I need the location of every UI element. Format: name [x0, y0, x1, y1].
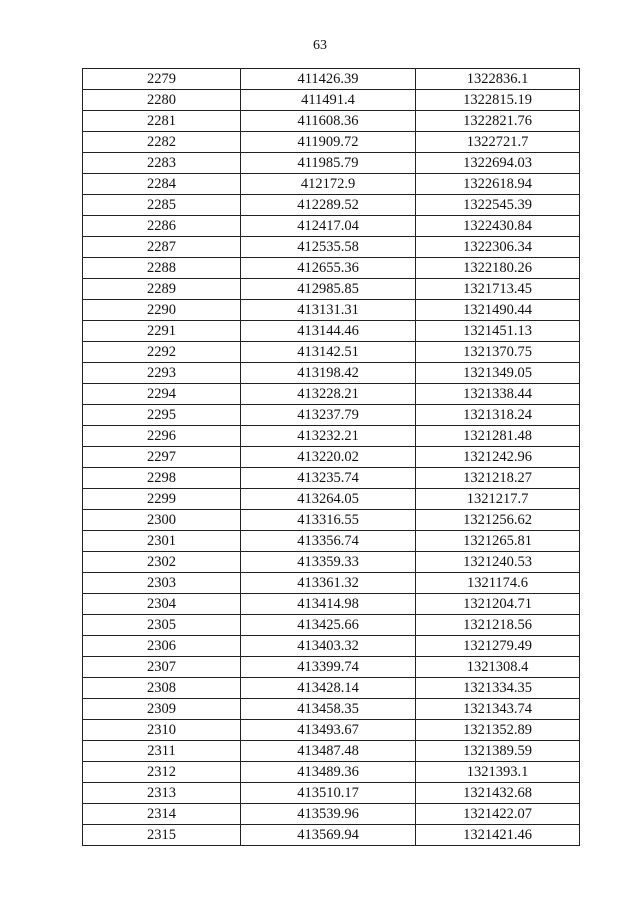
y-coordinate-cell: 1321279.49: [416, 636, 580, 657]
y-coordinate-cell: 1322815.19: [416, 90, 580, 111]
point-number-cell: 2279: [83, 69, 241, 90]
table-row: [83, 699, 580, 720]
point-number-cell: 2312: [83, 762, 241, 783]
point-number-cell: 2286: [83, 216, 241, 237]
y-coordinate-cell: 1321218.56: [416, 615, 580, 636]
y-coordinate-cell: 1322836.1: [416, 69, 580, 90]
y-coordinate-cell: 1321343.74: [416, 699, 580, 720]
table-row: [83, 657, 580, 678]
y-coordinate-cell: 1321421.46: [416, 825, 580, 846]
x-coordinate-cell: 411491.4: [241, 90, 416, 111]
table-row: [83, 216, 580, 237]
x-coordinate-cell: 413235.74: [241, 468, 416, 489]
x-coordinate-cell: 413359.33: [241, 552, 416, 573]
y-coordinate-cell: 1321204.71: [416, 594, 580, 615]
point-number-cell: 2303: [83, 573, 241, 594]
x-coordinate-cell: 413228.21: [241, 384, 416, 405]
y-coordinate-cell: 1322721.7: [416, 132, 580, 153]
y-coordinate-cell: 1321432.68: [416, 783, 580, 804]
y-coordinate-cell: 1322430.84: [416, 216, 580, 237]
y-coordinate-cell: 1321308.4: [416, 657, 580, 678]
y-coordinate-cell: 1321265.81: [416, 531, 580, 552]
y-coordinate-cell: 1322306.34: [416, 237, 580, 258]
y-coordinate-cell: 1321240.53: [416, 552, 580, 573]
table-row: [83, 510, 580, 531]
point-number-cell: 2305: [83, 615, 241, 636]
table-row: [83, 111, 580, 132]
point-number-cell: 2308: [83, 678, 241, 699]
x-coordinate-cell: 413403.32: [241, 636, 416, 657]
y-coordinate-cell: 1322545.39: [416, 195, 580, 216]
table-row: [83, 762, 580, 783]
point-number-cell: 2287: [83, 237, 241, 258]
table-body: [83, 69, 580, 846]
y-coordinate-cell: 1321218.27: [416, 468, 580, 489]
y-coordinate-cell: 1321281.48: [416, 426, 580, 447]
table-row: [83, 69, 580, 90]
coordinates-table: [82, 68, 580, 846]
page-number: 63: [313, 38, 327, 53]
table-row: [83, 279, 580, 300]
x-coordinate-cell: 413198.42: [241, 363, 416, 384]
x-coordinate-cell: 413220.02: [241, 447, 416, 468]
y-coordinate-cell: 1321389.59: [416, 741, 580, 762]
table-row: [83, 153, 580, 174]
table-row: [83, 804, 580, 825]
table-row: [83, 615, 580, 636]
table-row: [83, 363, 580, 384]
y-coordinate-cell: 1321370.75: [416, 342, 580, 363]
x-coordinate-cell: 413361.32: [241, 573, 416, 594]
point-number-cell: 2297: [83, 447, 241, 468]
table-row: [83, 195, 580, 216]
x-coordinate-cell: 413510.17: [241, 783, 416, 804]
point-number-cell: 2313: [83, 783, 241, 804]
x-coordinate-cell: 413569.94: [241, 825, 416, 846]
point-number-cell: 2289: [83, 279, 241, 300]
table-row: [83, 468, 580, 489]
point-number-cell: 2304: [83, 594, 241, 615]
y-coordinate-cell: 1321349.05: [416, 363, 580, 384]
table-row: [83, 636, 580, 657]
x-coordinate-cell: 411909.72: [241, 132, 416, 153]
x-coordinate-cell: 411985.79: [241, 153, 416, 174]
point-number-cell: 2307: [83, 657, 241, 678]
table-row: [83, 447, 580, 468]
y-coordinate-cell: 1321338.44: [416, 384, 580, 405]
point-number-cell: 2299: [83, 489, 241, 510]
table-row: [83, 741, 580, 762]
y-coordinate-cell: 1322618.94: [416, 174, 580, 195]
x-coordinate-cell: 413458.35: [241, 699, 416, 720]
x-coordinate-cell: 413232.21: [241, 426, 416, 447]
y-coordinate-cell: 1321352.89: [416, 720, 580, 741]
table-row: [83, 783, 580, 804]
point-number-cell: 2288: [83, 258, 241, 279]
x-coordinate-cell: 413316.55: [241, 510, 416, 531]
y-coordinate-cell: 1321334.35: [416, 678, 580, 699]
x-coordinate-cell: 413356.74: [241, 531, 416, 552]
x-coordinate-cell: 413399.74: [241, 657, 416, 678]
table-row: [83, 594, 580, 615]
x-coordinate-cell: 412535.58: [241, 237, 416, 258]
x-coordinate-cell: 413144.46: [241, 321, 416, 342]
y-coordinate-cell: 1321318.24: [416, 405, 580, 426]
x-coordinate-cell: 412289.52: [241, 195, 416, 216]
table-row: [83, 90, 580, 111]
x-coordinate-cell: 413264.05: [241, 489, 416, 510]
y-coordinate-cell: 1322694.03: [416, 153, 580, 174]
point-number-cell: 2300: [83, 510, 241, 531]
point-number-cell: 2290: [83, 300, 241, 321]
y-coordinate-cell: 1321256.62: [416, 510, 580, 531]
table-row: [83, 531, 580, 552]
table-row: [83, 489, 580, 510]
point-number-cell: 2306: [83, 636, 241, 657]
x-coordinate-cell: 413414.98: [241, 594, 416, 615]
point-number-cell: 2284: [83, 174, 241, 195]
point-number-cell: 2294: [83, 384, 241, 405]
point-number-cell: 2293: [83, 363, 241, 384]
x-coordinate-cell: 412172.9: [241, 174, 416, 195]
x-coordinate-cell: 413493.67: [241, 720, 416, 741]
point-number-cell: 2310: [83, 720, 241, 741]
table-row: [83, 132, 580, 153]
table-row: [83, 405, 580, 426]
y-coordinate-cell: 1321242.96: [416, 447, 580, 468]
y-coordinate-cell: 1321393.1: [416, 762, 580, 783]
x-coordinate-cell: 412655.36: [241, 258, 416, 279]
x-coordinate-cell: 413428.14: [241, 678, 416, 699]
table-row: [83, 825, 580, 846]
table-row: [83, 384, 580, 405]
point-number-cell: 2280: [83, 90, 241, 111]
point-number-cell: 2292: [83, 342, 241, 363]
x-coordinate-cell: 412417.04: [241, 216, 416, 237]
point-number-cell: 2314: [83, 804, 241, 825]
point-number-cell: 2298: [83, 468, 241, 489]
y-coordinate-cell: 1322180.26: [416, 258, 580, 279]
x-coordinate-cell: 411608.36: [241, 111, 416, 132]
point-number-cell: 2291: [83, 321, 241, 342]
x-coordinate-cell: 413539.96: [241, 804, 416, 825]
point-number-cell: 2309: [83, 699, 241, 720]
table-row: [83, 573, 580, 594]
table-row: [83, 552, 580, 573]
table-row: [83, 237, 580, 258]
table-row: [83, 321, 580, 342]
point-number-cell: 2315: [83, 825, 241, 846]
x-coordinate-cell: 413237.79: [241, 405, 416, 426]
x-coordinate-cell: 413425.66: [241, 615, 416, 636]
y-coordinate-cell: 1321174.6: [416, 573, 580, 594]
table-row: [83, 720, 580, 741]
table-row: [83, 258, 580, 279]
y-coordinate-cell: 1321713.45: [416, 279, 580, 300]
point-number-cell: 2311: [83, 741, 241, 762]
x-coordinate-cell: 413142.51: [241, 342, 416, 363]
point-number-cell: 2302: [83, 552, 241, 573]
point-number-cell: 2301: [83, 531, 241, 552]
point-number-cell: 2281: [83, 111, 241, 132]
x-coordinate-cell: 413489.36: [241, 762, 416, 783]
table-row: [83, 678, 580, 699]
table-row: [83, 300, 580, 321]
y-coordinate-cell: 1321422.07: [416, 804, 580, 825]
x-coordinate-cell: 413487.48: [241, 741, 416, 762]
y-coordinate-cell: 1321217.7: [416, 489, 580, 510]
point-number-cell: 2282: [83, 132, 241, 153]
y-coordinate-cell: 1322821.76: [416, 111, 580, 132]
point-number-cell: 2295: [83, 405, 241, 426]
point-number-cell: 2296: [83, 426, 241, 447]
y-coordinate-cell: 1321490.44: [416, 300, 580, 321]
table-row: [83, 342, 580, 363]
x-coordinate-cell: 413131.31: [241, 300, 416, 321]
table-row: [83, 426, 580, 447]
x-coordinate-cell: 411426.39: [241, 69, 416, 90]
point-number-cell: 2285: [83, 195, 241, 216]
y-coordinate-cell: 1321451.13: [416, 321, 580, 342]
point-number-cell: 2283: [83, 153, 241, 174]
x-coordinate-cell: 412985.85: [241, 279, 416, 300]
table-row: [83, 174, 580, 195]
